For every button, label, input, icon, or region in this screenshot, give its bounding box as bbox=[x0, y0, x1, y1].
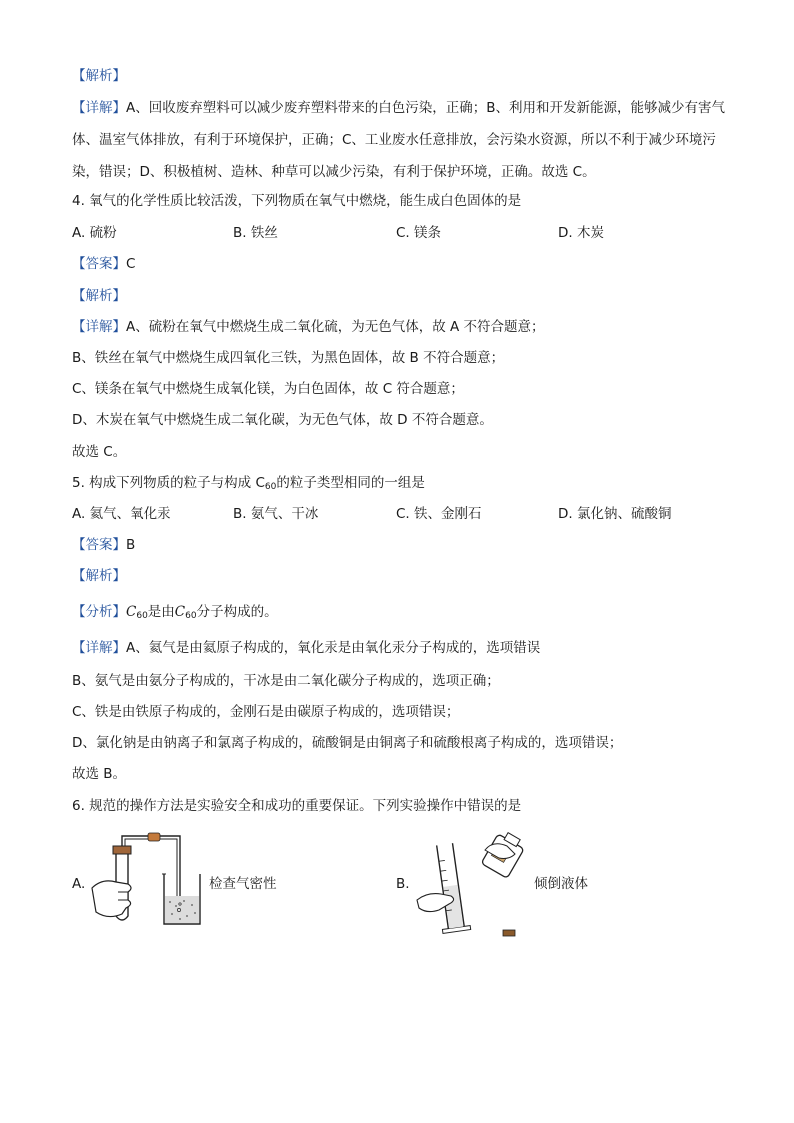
fenxi-tag: 【分析】 bbox=[72, 604, 126, 620]
q5-stem-after: 的粒子类型相同的一组是 bbox=[276, 475, 425, 491]
pour-liquid-illustration bbox=[415, 830, 535, 940]
q6-option-a-caption: 检查气密性 bbox=[209, 876, 277, 892]
detail-tag: 【详解】 bbox=[72, 640, 126, 656]
q4-option-a: A. 硫粉 bbox=[72, 225, 117, 241]
q5-fenxi bbox=[72, 603, 278, 621]
q3-detail bbox=[72, 92, 728, 188]
detail-tag: 【详解】 bbox=[72, 100, 126, 116]
q4-detail-line-3: C、镁条在氧气中燃烧生成氧化镁，为白色固体，故 C 符合题意； bbox=[72, 381, 464, 397]
q5-answer bbox=[72, 536, 135, 554]
q5-option-c: C. 铁、金刚石 bbox=[396, 506, 482, 522]
q4-option-c: C. 镁条 bbox=[396, 225, 442, 241]
q5-detail-line-1 bbox=[72, 639, 540, 657]
fenxi-mid: 是由 bbox=[147, 604, 175, 620]
q4-detail-line-1 bbox=[72, 318, 545, 336]
q5-conclusion: 故选 B。 bbox=[72, 766, 127, 782]
q4-option-d: D. 木炭 bbox=[558, 225, 604, 241]
q5-analysis-tag: 【解析】 bbox=[72, 568, 126, 584]
q5-answer-value: B bbox=[126, 537, 136, 553]
fenxi-c1: C bbox=[126, 604, 137, 620]
q5-option-d: D. 氯化钠、硫酸铜 bbox=[558, 506, 672, 522]
q4-answer-value: C bbox=[126, 256, 136, 272]
q4-detail-line-2: B、铁丝在氧气中燃烧生成四氧化三铁，为黑色固体，故 B 不符合题意； bbox=[72, 350, 505, 366]
q4-stem: 4. 氧气的化学性质比较活泼，下列物质在氧气中燃烧，能生成白色固体的是 bbox=[72, 193, 522, 209]
detail-tag: 【详解】 bbox=[72, 319, 126, 335]
q6-option-a-label: A. bbox=[72, 876, 86, 892]
q6-option-b-label: B. bbox=[396, 876, 410, 892]
q5-stem-sub: 60 bbox=[264, 482, 277, 492]
q5-detail-line-3: C、铁是由铁原子构成的，金刚石是由碳原子构成的，选项错误； bbox=[72, 704, 460, 720]
q5-option-a: A. 氦气、氧化汞 bbox=[72, 506, 171, 522]
q4-conclusion: 故选 C。 bbox=[72, 444, 127, 460]
fenxi-c2: C bbox=[174, 604, 186, 620]
q3-detail-text: A、回收废弃塑料可以减少废弃塑料带来的白色污染，正确；B、利用和开发新能源，能够减少有害气体、温室气体排放，有利于环境保护，正确；C、工业废水任意排放，会污染水资源，所以不利于减少环境污染，错误；D、积极植树、造林、种草可以减少污染，有利于保护环境，正确。故选 C。 bbox=[72, 100, 725, 180]
q4-analysis-tag: 【解析】 bbox=[72, 288, 126, 304]
q5-stem bbox=[72, 474, 425, 492]
q5-detail-text: A、氦气是由氦原子构成的，氧化汞是由氧化汞分子构成的，选项错误 bbox=[126, 640, 541, 656]
answer-tag: 【答案】 bbox=[72, 256, 126, 272]
q5-stem-before: 5. 构成下列物质的粒子与构成 C bbox=[72, 475, 265, 491]
q6-stem: 6. 规范的操作方法是实验安全和成功的重要保证。下列实验操作中错误的是 bbox=[72, 798, 522, 814]
q4-detail-line-4: D、木炭在氧气中燃烧生成二氧化碳，为无色气体，故 D 不符合题意。 bbox=[72, 412, 493, 428]
airtight-check-illustration bbox=[88, 830, 210, 930]
analysis-tag: 【解析】 bbox=[72, 68, 126, 84]
fenxi-sub1: 60 bbox=[136, 611, 148, 621]
fenxi-end: 分子构成的。 bbox=[196, 604, 278, 620]
q5-detail-line-4: D、氯化钠是由钠离子和氯离子构成的，硫酸铜是由铜离子和硫酸根离子构成的，选项错误； bbox=[72, 735, 623, 751]
answer-tag: 【答案】 bbox=[72, 537, 126, 553]
q6-option-b-caption: 倾倒液体 bbox=[534, 876, 588, 892]
q4-detail-text: A、硫粉在氧气中燃烧生成二氧化硫，为无色气体，故 A 不符合题意； bbox=[126, 319, 545, 335]
q5-detail-line-2: B、氨气是由氨分子构成的，干冰是由二氧化碳分子构成的，选项正确； bbox=[72, 673, 500, 689]
q5-option-b: B. 氨气、干冰 bbox=[233, 506, 319, 522]
q4-answer bbox=[72, 255, 135, 273]
fenxi-sub2: 60 bbox=[185, 611, 197, 621]
q4-option-b: B. 铁丝 bbox=[233, 225, 278, 241]
